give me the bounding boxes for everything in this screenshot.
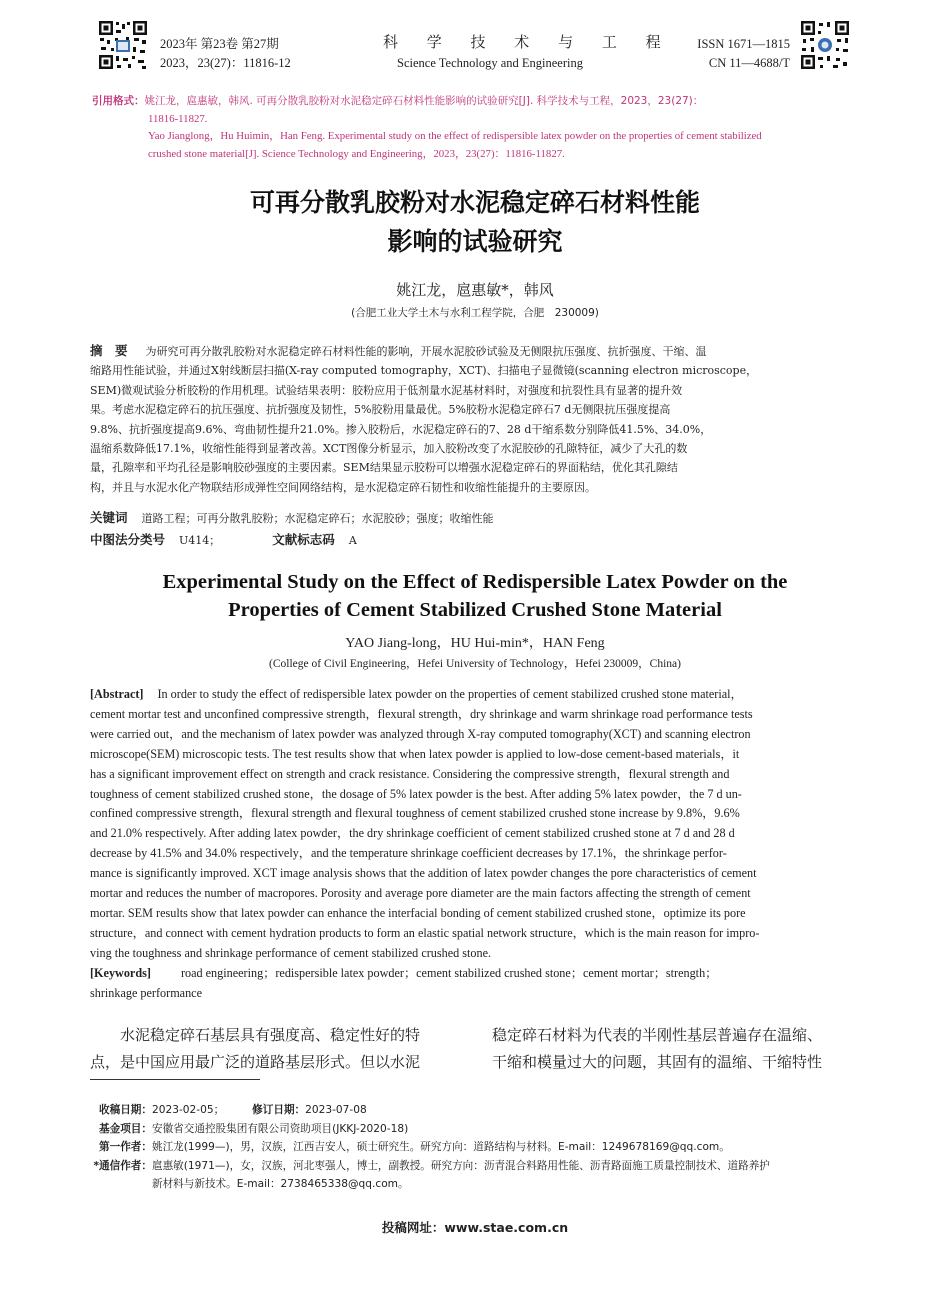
en-abstract-line: were carried out，and the mechanism of latex powder was analyzed through X-ray computed tomography(XCT) and scanning electron	[90, 726, 751, 741]
cn-abstract-label: 摘 要	[90, 343, 128, 358]
journal-title-cn: 科 学 技 术 与 工 程	[383, 33, 673, 51]
doc-code-label: 文献标志码	[272, 532, 335, 547]
header-issn: ISSN 1671—1815	[697, 37, 790, 51]
cn-abstract-line: 缩路用性能试验，并通过X射线断层扫描(X-ray computed tomography，XCT)、扫描电子显微镜(scanning electron microscope，	[90, 364, 758, 378]
cn-abstract-line: 量，孔隙率和平均孔径是影响胶砂强度的主要因素。SEM结果显示胶粉可以增强水泥稳定碎石的界面粘结，优化其孔隙结	[90, 461, 678, 475]
body-column-right	[492, 1022, 862, 1076]
en-keywords-label: [Keywords]	[90, 965, 151, 980]
cn-abstract-line: SEM)微观试验分析胶粉的作用机理。试验结果表明：胶粉应用于低剂量水泥基材料时，对强度和抗裂性具有显著的提升效	[90, 383, 683, 397]
cn-keywords-text: 道路工程；可再分散乳胶粉；水泥稳定碎石；水泥胶砂；强度；收缩性能	[141, 512, 494, 525]
en-abstract-line: toughness of cement stabilized crushed stone，the dosage of 5% latex powder is the best. After adding 5% latex powder，the 7 d un-	[90, 786, 742, 801]
en-abstract-line: has a significant improvement effect on strength and crack resistance. Considering the compressive strength，flexural strength and	[90, 766, 730, 781]
qr-code-right	[800, 20, 850, 70]
en-abstract-line: and 21.0% respectively. After adding latex powder，the dry shrinkage coefficient of cement stabilized crushed stone at 7 d and 28 d	[90, 826, 735, 841]
clc-code: U414；	[179, 534, 221, 547]
body-line: 水泥稳定碎石基层具有强度高、稳定性好的特	[120, 1026, 421, 1044]
revised-date: 2023-07-08	[305, 1104, 367, 1116]
en-abstract-line: ving the toughness and shrinkage performance of cement stabilized crushed stone.	[90, 945, 492, 960]
en-abstract-line: mance is significantly improved. XCT image analysis shows that the addition of latex powder changes the pore characteristics of cement	[90, 866, 757, 881]
cn-title	[90, 183, 860, 261]
cn-keywords-label: 关键词	[90, 510, 128, 525]
body-column-left	[90, 1022, 460, 1076]
cn-abstract-line: 为研究可再分散乳胶粉对水泥稳定碎石材料性能的影响，开展水泥胶砂试验及无侧限抗压强度、抗折强度、干缩、温	[145, 345, 707, 358]
received-date: 2023-02-05；	[152, 1104, 225, 1116]
footnote-divider	[90, 1079, 260, 1080]
citation-en-line1: Yao Jianglong，Hu Huimin，Han Feng. Experimental study on the effect of redispersible latex powder on the properties of cement stabilized	[148, 130, 762, 142]
en-abstract-line: confined compressive strength，flexural strength and flexural toughness of cement stabilized crushed stone increase by 9.8%，9.6%	[90, 806, 740, 821]
citation-cn: 姚江龙，扈惠敏，韩风. 可再分散乳胶粉对水泥稳定碎石材料性能影响的试验研究[J]. 科学技术与工程，2023，23(27)：	[144, 95, 704, 107]
cn-affiliation: (合肥工业大学土木与水利工程学院，合肥 230009)	[351, 307, 599, 319]
cn-keywords	[90, 508, 494, 528]
en-abstract-line: cement mortar test and unconfined compressive strength，flexural strength，dry shrinkage and warm shrinkage road performance tests	[90, 706, 753, 721]
cn-title-line2: 影响的试验研究	[387, 227, 563, 256]
header-cn: CN 11—4688/T	[708, 56, 790, 70]
en-keywords-line2: shrinkage performance	[90, 985, 203, 1000]
received-label: 收稿日期：	[99, 1104, 152, 1116]
en-title-line2: Properties of Cement Stabilized Crushed Stone Material	[228, 599, 722, 621]
en-abstract-line: mortar. SEM results show that latex powder can enhance the interfacial bonding of cement stabilized crushed stone，optimize its pore	[90, 905, 746, 920]
citation-cn-cont: 11816-11827.	[148, 112, 208, 125]
body-line: 干缩和模量过大的问题，其固有的温缩、干缩特性	[492, 1053, 823, 1071]
qr-code-left	[98, 20, 148, 70]
revised-label: 修订日期：	[252, 1104, 306, 1116]
cn-abstract-line: 温缩系数降低17.1%，收缩性能得到显著改善。XCT图像分析显示，加入胶粉改变了水泥胶砂的孔隙特征，减少了大孔的数	[90, 442, 688, 456]
fund-label: 基金项目：	[99, 1122, 152, 1135]
body-line: 稳定碎石材料为代表的半刚性基层普遍存在温缩、	[492, 1026, 823, 1044]
corresponding-author-text-cont: 新材料与新技术。E-mail：2738465338@qq.com。	[152, 1178, 409, 1190]
citation-block	[92, 93, 864, 163]
footnotes	[90, 1101, 870, 1194]
en-abstract	[90, 685, 860, 1004]
en-authors: YAO Jiang-long，HU Hui-min*，HAN Feng	[345, 636, 605, 651]
en-title	[60, 568, 890, 624]
corresponding-author-label: *通信作者：	[93, 1159, 152, 1172]
cn-abstract	[90, 341, 860, 497]
cn-classification	[90, 530, 357, 550]
citation-label: 引用格式：	[92, 95, 145, 107]
first-author-label: 第一作者：	[99, 1141, 152, 1153]
clc-label: 中图法分类号	[90, 532, 166, 547]
corresponding-author-text: 扈惠敏(1971—)，女，汉族，河北枣强人，博士，副教授。研究方向：沥青混合料路用性能、沥青路面施工质量控制技术、道路养护	[152, 1159, 770, 1172]
cn-abstract-line: 构，并且与水泥水化产物联结形成弹性空间网络结构，是水泥稳定碎石韧性和收缩性能提升的主要原因。	[90, 480, 596, 494]
journal-title-en: Science Technology and Engineering	[397, 56, 583, 70]
header-issue-en: 2023，23(27)：11816-12	[160, 56, 291, 70]
en-abstract-line: mortar and reduces the number of macropores. Porosity and average pore diameter are the main factors affecting the strength of cement	[90, 886, 751, 901]
submission-url: 投稿网址：www.stae.com.cn	[381, 1220, 569, 1235]
en-abstract-label: [Abstract]	[90, 687, 144, 701]
cn-abstract-line: 9.8%、抗折强度提高9.6%、弯曲韧性提升21.0%。掺入胶粉后，水泥稳定碎石的7、28 d干缩系数分别降低41.5%、34.0%，	[90, 422, 712, 436]
header-issue-cn: 2023年 第23卷 第27期	[160, 37, 279, 51]
cn-title-line1: 可再分散乳胶粉对水泥稳定碎石材料性能	[249, 188, 700, 217]
fund-text: 安徽省交通控股集团有限公司资助项目(JKKJ-2020-18)	[152, 1122, 409, 1135]
en-abstract-line: structure，and connect with cement hydration products to form an elastic spatial network structure，which is the main reason for impro-	[90, 925, 760, 940]
en-keywords-line1: road engineering；redispersible latex powder；cement stabilized crushed stone；cement mortar；strength；	[180, 965, 718, 980]
first-author-text: 姚江龙(1999—)，男，汉族，江西吉安人，硕士研究生。研究方向：道路结构与材料。E-mail：1249678169@qq.com。	[152, 1141, 730, 1153]
en-abstract-line: microscope(SEM) microscopic tests. The test results show that when latex powder is applied to low-dose cement-based materials，it	[90, 746, 740, 761]
en-title-line1: Experimental Study on the Effect of Redispersible Latex Powder on the	[162, 571, 788, 593]
cn-authors: 姚江龙，扈惠敏*，韩风	[396, 281, 554, 299]
cn-abstract-line: 果。考虑水泥稳定碎石的抗压强度、抗折强度及韧性，5%胶粉用量最优。5%胶粉水泥稳定碎石7 d无侧限抗压强度提高	[90, 403, 671, 417]
en-affiliation: (College of Civil Engineering，Hefei University of Technology，Hefei 230009，China)	[269, 658, 681, 670]
en-abstract-line: decrease by 41.5% and 34.0% respectively，and the temperature shrinkage coefficient decreases by 17.1%，the shrinkage perfor-	[90, 846, 727, 861]
en-abstract-line: In order to study the effect of redispersible latex powder on the properties of cement stabilized crushed stone material，	[157, 687, 743, 701]
body-line: 点，是中国应用最广泛的道路基层形式。但以水泥	[90, 1053, 421, 1071]
citation-en-line2: crushed stone material[J]. Science Technology and Engineering，2023，23(27)：11816-11827.	[148, 147, 565, 160]
doc-code: A	[348, 534, 357, 547]
